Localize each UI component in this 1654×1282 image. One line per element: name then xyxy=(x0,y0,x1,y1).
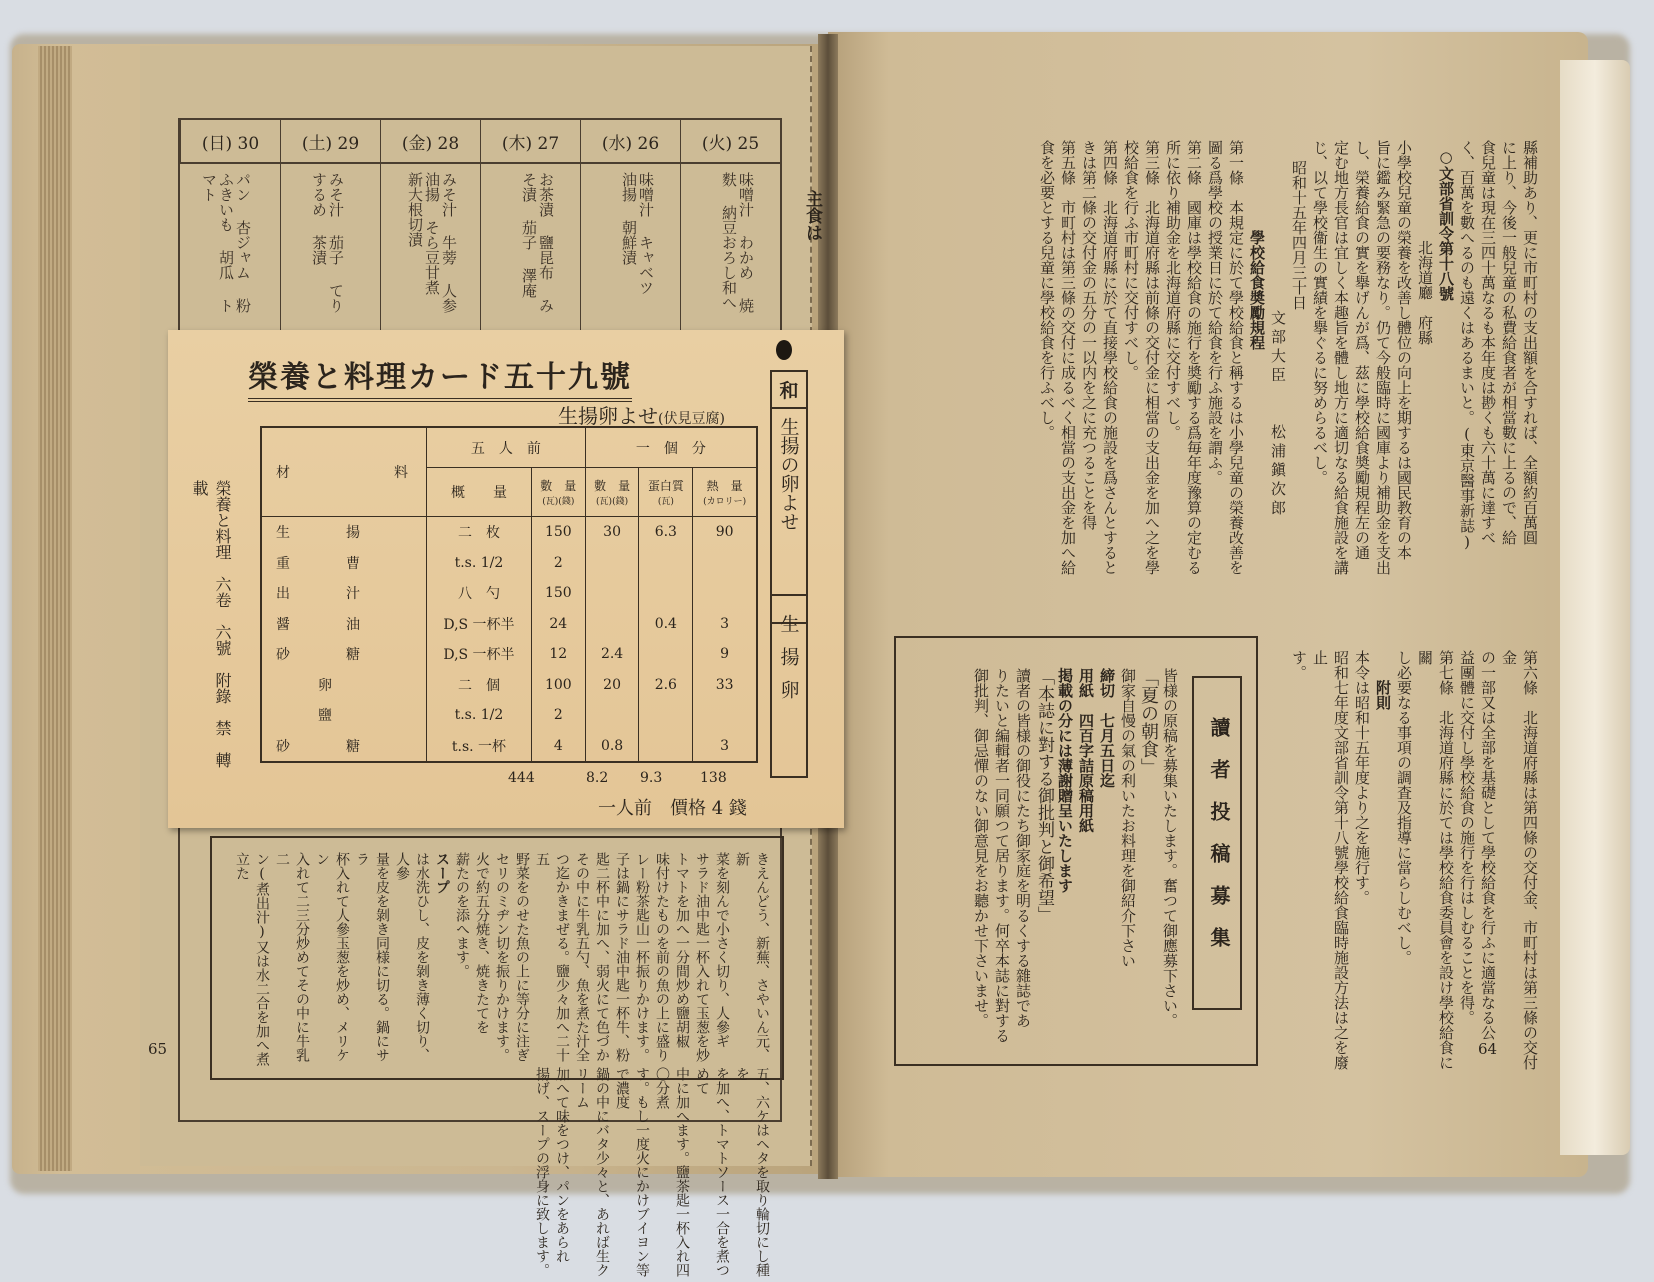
cell-qty: 24 xyxy=(531,609,585,639)
cell-prot xyxy=(639,548,693,578)
total-heat: 138 xyxy=(700,770,727,786)
notice-line: 定む地方長官は宜しく本趣旨を體し地方に適切なる給食施設を講 xyxy=(1332,140,1350,575)
cell-prot: 2.6 xyxy=(639,670,693,700)
cell-approx: D,S 一杯半 xyxy=(427,609,532,639)
schedule-menu: 味噌汁 キャベツ 油揚 朝鮮漬 xyxy=(620,172,655,295)
submission-theme: 「夏の朝食」 xyxy=(1138,668,1159,776)
schedule-menu: お茶漬 鹽昆布 みそ漬 茄子 澤庵 xyxy=(520,172,555,313)
right-lower-text xyxy=(1260,650,1540,1070)
cell-mat: 砂 糖 xyxy=(262,639,427,669)
article-line: 圖る爲學校の授業日に於て給食を行ふ施設を謂ふ。 xyxy=(1206,140,1224,485)
article-line: 校給食を行ふ市町村に交付すべし。 xyxy=(1122,140,1140,380)
article-line: 第七條 北海道府縣に於ては學校給食委員會を設け學校給食に關 xyxy=(1416,650,1455,1070)
reader-submission-box xyxy=(894,636,1258,1066)
submission-line: 讀者の皆様の御役にたち御家庭を明るくする雜誌であ xyxy=(1014,668,1032,1028)
recipe-line: 匙二杯中に加へ、弱火にて色づか xyxy=(594,852,610,1062)
cell-mat: 生 揚 xyxy=(262,516,427,547)
article-line: 益團體に交付し學校給食の施行を行はしむることを得。 xyxy=(1458,650,1476,1025)
article-line: 第四條 北海道府縣に於て直接學校給食の施設を爲さんとすると xyxy=(1101,140,1119,575)
total-protein: 9.3 xyxy=(640,770,663,786)
schedule-day: (土) 29 xyxy=(280,120,380,162)
submission-deadline: 締切 七月五日迄 xyxy=(1098,668,1116,788)
card-tag-bottom: 生揚卵 xyxy=(770,594,808,778)
intro-line: く、百萬を數へるのも遠くはあるまいと。(東京醫事新誌) xyxy=(1458,140,1476,551)
schedule-divider xyxy=(580,162,581,332)
cell-prot xyxy=(639,730,693,761)
recipe-line: セリのミヂン切を振りかけます。 xyxy=(494,852,510,1062)
rules-title: 學校給食奬勵規程 xyxy=(1248,230,1266,350)
price: 一人前 價格 4 錢 xyxy=(598,798,747,819)
submission-intro: 皆様の原稿を募集いたします。奮つて御應募下さい。 xyxy=(1161,668,1179,1028)
cell-heat: 3 xyxy=(720,737,730,754)
col-approx: 概 量 xyxy=(427,468,532,517)
cell-mat: 鹽 xyxy=(262,700,427,730)
page-number-right: 64 xyxy=(1478,1040,1498,1058)
left-page-edges xyxy=(38,46,72,1171)
article-line: の一部又は全部を基礎として學校給食を行ふに適當なる公 xyxy=(1479,650,1497,1040)
intro-line: 食兒童は現在三四十萬なるも本年度は尠くも六十萬に達すべ xyxy=(1479,140,1497,545)
recipe-line: 量を皮を剝き同様に切る。鍋にサラ xyxy=(354,852,390,1062)
schedule-side-header: 主食は xyxy=(802,190,822,241)
cell-heat xyxy=(693,578,756,608)
nutrition-row xyxy=(262,639,756,669)
card-side-note: 榮養と料理 六卷 六號 附錄 禁 轉 載 xyxy=(190,480,232,784)
col-qty: 數 量 (瓦)(錢) xyxy=(531,468,585,517)
cell-mat: 出 汁 xyxy=(262,578,427,608)
recipe-text-block xyxy=(210,836,784,1277)
submission-heading: 讀者投稿募集 xyxy=(1192,676,1242,1010)
recipe-line: 杯入れて人參玉葱を炒め、メリケン xyxy=(314,852,350,1062)
cell-approx: t.s. 1/2 xyxy=(427,700,532,730)
nutrition-rows xyxy=(262,516,756,761)
col-protein: 蛋白質 (瓦) xyxy=(639,468,693,517)
cell-q1 xyxy=(585,548,639,578)
recipe-line: 五、六ケはヘタを取り輪切にし種を xyxy=(734,1067,770,1277)
recipe-card xyxy=(168,330,844,828)
schedule-divider xyxy=(680,162,681,332)
cell-qty: 150 xyxy=(531,578,585,608)
recipe-line: 味付けたものを前の魚の上に盛り xyxy=(654,852,670,1062)
cell-heat: 90 xyxy=(715,524,734,541)
right-upper-text xyxy=(880,140,1540,610)
cell-prot xyxy=(639,639,693,669)
cell-approx: 二 個 xyxy=(427,670,532,700)
notice-line: 旨に鑑み緊急の要務なり。仍て今般臨時に國庫より補助金を支出 xyxy=(1374,140,1392,575)
recipe-line: 入れて二三分炒めてその中に牛乳二 xyxy=(274,852,310,1062)
schedule-divider xyxy=(480,162,481,332)
cell-qty: 150 xyxy=(531,516,585,547)
minister: 文部大臣 松浦鎭次郎 xyxy=(1269,310,1287,519)
right-page-edges xyxy=(1560,60,1630,1155)
recipe-line: つ迄かきまぜる。鹽少々加へ二十五 xyxy=(534,852,570,1062)
article-line: 所に依り補助金を北海道府縣に交付すべし。 xyxy=(1164,140,1182,440)
col-qty1: 數 量 (瓦)(錢) xyxy=(585,468,639,517)
cell-qty: 2 xyxy=(531,700,585,730)
submission-theme-desc: 御家自慢の氣の利いたお料理を御紹介下さい xyxy=(1119,668,1137,968)
cell-approx: 二 枚 xyxy=(427,516,532,547)
appendix-title: 附則 xyxy=(1374,680,1392,710)
schedule-divider xyxy=(280,162,281,332)
article-line: きは第二條の交付金の五分の一以内を之に充つることを得 xyxy=(1080,140,1098,530)
total-qty: 444 xyxy=(508,770,535,786)
schedule-header-row xyxy=(180,120,780,164)
nutrition-row xyxy=(262,670,756,700)
col-one-serving: 一 個 分 xyxy=(585,428,756,468)
article-line: 第六條 北海道府縣は第四條の交付金、市町村は第三條の交付金 xyxy=(1500,650,1539,1070)
cell-prot: 0.4 xyxy=(639,609,693,639)
schedule-divider xyxy=(380,162,381,332)
cell-mat: 卵 xyxy=(262,670,427,700)
schedule-menu: みそ汁 牛蒡 人参 油揚 そら豆甘煮 新大根切漬 xyxy=(406,172,458,313)
notice-date: 昭和十五年四月三十日 xyxy=(1290,160,1308,310)
cell-mat: 砂 糖 xyxy=(262,730,427,761)
cell-qty: 2 xyxy=(531,548,585,578)
notice-line: じ、以て學校衞生の實績を擧ぐるに努めらるべし。 xyxy=(1311,140,1329,485)
schedule-day: (火) 25 xyxy=(680,120,780,162)
card-title: 榮養と料理カード五十九號 xyxy=(248,352,632,402)
col-five-servings: 五 人 前 xyxy=(427,428,586,468)
intro-line: 縣補助あり、更に市町村の支出額を合すれば、全額約百萬圓 xyxy=(1521,140,1539,545)
nutrition-row xyxy=(262,578,756,608)
cell-approx: t.s. 一杯 xyxy=(427,730,532,761)
recipe-line: ン(煮出汁)又は水二合を加へ煮立た xyxy=(234,852,270,1066)
recipe-line: サラド油中匙一杯入れて玉葱を炒 xyxy=(694,852,710,1062)
recipe-line: トマトを加へ一分間炒め鹽胡椒 xyxy=(674,852,690,1048)
cell-q1 xyxy=(585,609,639,639)
recipe-line: 加へて味をつけ、パンをあられ xyxy=(554,1067,570,1263)
recipe-line: その中に牛乳五勺、魚を煮た汁全 xyxy=(574,852,590,1062)
cell-heat: 3 xyxy=(720,615,730,632)
cell-qty: 100 xyxy=(531,670,585,700)
nutrition-table xyxy=(260,426,758,763)
notice-line: し、榮養給食の實を擧げんが爲、茲に學校給食奬勵規程左の通 xyxy=(1353,140,1371,560)
cell-qty: 12 xyxy=(531,639,585,669)
submission-line: りたいと編輯者一同願つて居ります。何卒本誌に對する xyxy=(993,668,1011,1043)
schedule-menu: みそ汁 茄子 てりするめ 茶漬 xyxy=(310,172,345,313)
cell-mat: 重 曹 xyxy=(262,548,427,578)
cell-heat xyxy=(693,548,756,578)
article-line: 第一條 本規定に於て學校給食と稱するは小學兒童の榮養改善を xyxy=(1227,140,1245,575)
cell-heat xyxy=(693,700,756,730)
appendix-line: 本令は昭和十五年度より之を施行す。 xyxy=(1353,650,1371,905)
cell-q1: 2.4 xyxy=(585,639,639,669)
schedule-menu: 味噌汁 わかめ 焼麩 納豆おろし和へ xyxy=(720,172,755,313)
article-line: し必要なる事項の調査及指導に當らしむべし。 xyxy=(1395,650,1413,965)
cell-mat: 醤 油 xyxy=(262,609,427,639)
cell-q1: 30 xyxy=(585,516,639,547)
recipe-line: 鍋の中にバタ少々と、あれば生クリーム xyxy=(574,1067,610,1277)
cell-q1: 0.8 xyxy=(585,730,639,761)
nutrition-row xyxy=(262,700,756,730)
cell-prot xyxy=(639,700,693,730)
article-line: 食を必要とする兒童に學校給食を行ふべし。 xyxy=(1038,140,1056,440)
recipe-line: レー粉茶匙山一杯振りかけます。 xyxy=(634,852,650,1062)
schedule-day: (水) 26 xyxy=(580,120,680,162)
recipe-line: スープ xyxy=(434,852,450,894)
notice-line: 小學校兒童の榮養を改善し體位の向上を期するは國民教育の本 xyxy=(1395,140,1413,560)
total-one: 8.2 xyxy=(586,770,609,786)
schedule-day: (金) 28 xyxy=(380,120,480,162)
schedule-day: (日) 30 xyxy=(180,120,280,162)
notice-title: ○文部省訓令第十八號 xyxy=(1437,148,1455,301)
recipe-line: 子は鍋にサラド油中匙一杯牛、粉 xyxy=(614,852,630,1062)
nutrition-row xyxy=(262,548,756,578)
cell-heat: 33 xyxy=(715,676,734,693)
cell-q1: 20 xyxy=(585,670,639,700)
cell-approx: D,S 一杯半 xyxy=(427,639,532,669)
recipe-line: 火で約五分焼き、焼きたてを xyxy=(474,852,490,1034)
schedule-menu: パン 杏ジャム 粉ふきいも 胡瓜 トマト xyxy=(200,172,252,313)
cell-approx: t.s. 1/2 xyxy=(427,548,532,578)
recipe-line: きえんどう、新蕪、さやいん元、新 xyxy=(734,852,770,1062)
schedule-day: (木) 27 xyxy=(480,120,580,162)
recipe-line: を加へ、トマトソース一合を煮つめて xyxy=(694,1067,730,1277)
dish-name: 生揚卵よせ(伏見豆腐) xyxy=(558,404,725,428)
article-line: 第三條 北海道府縣は前條の交付金に相當の支出金を加へ之を學 xyxy=(1143,140,1161,575)
submission-second: 「本誌に對する御批判と御希望」 xyxy=(1034,668,1054,923)
submission-text xyxy=(910,668,1180,1048)
article-line: 第五條 市町村は第三條の交付に成るべく相當の支出金を加へ給 xyxy=(1059,140,1077,575)
cell-q1 xyxy=(585,578,639,608)
nutrition-row xyxy=(262,516,756,547)
punch-hole xyxy=(776,340,792,360)
appendix-line: す。 xyxy=(1290,650,1308,680)
submission-line: 御批判、御忌憚のない御意見をお聽かせ下さいませ。 xyxy=(972,668,990,1028)
article-line: 第二條 國庫は學校給食の施行を奬勵する爲毎年度豫算の定むる xyxy=(1185,140,1203,575)
cell-qty: 4 xyxy=(531,730,585,761)
col-heat: 熱 量 (カロリー) xyxy=(693,468,756,517)
recipe-line: 中に加へます。鹽茶匙一杯入れ四〇分煮 xyxy=(654,1067,690,1277)
cell-q1 xyxy=(585,700,639,730)
appendix-line: 昭和七年度文部省訓令第十八號學校給食臨時施設方法は之を廢止 xyxy=(1311,650,1350,1070)
cell-heat: 9 xyxy=(720,646,730,663)
recipe-line: は水洗ひし、皮を剝き薄く切り、人參 xyxy=(394,852,430,1062)
cell-prot xyxy=(639,578,693,608)
recipe-lines xyxy=(222,852,772,1277)
cell-prot: 6.3 xyxy=(639,516,693,547)
recipe-line: 薪たのを添へます。 xyxy=(454,852,470,978)
nutrition-row xyxy=(262,609,756,639)
page-number-left: 65 xyxy=(148,1040,168,1058)
nutrition-row xyxy=(262,730,756,761)
recipe-line: 野菜をのせた魚の上に等分に注ぎ xyxy=(514,852,530,1062)
cell-approx: 八 勺 xyxy=(427,578,532,608)
col-material: 材 料 xyxy=(262,428,427,516)
recipe-line: 揚げ、スープの浮身に致します。 xyxy=(534,1067,550,1277)
recipe-line: す。もし一度火にかけブイヨン等で濃度 xyxy=(614,1067,650,1277)
intro-line: に上り、今後一般兒童の私費給食者が相當數に上るので、給 xyxy=(1500,140,1518,545)
submission-reward: 掲載の分には薄謝贈呈いたします xyxy=(1056,668,1074,893)
submission-paper: 用紙 四百字詰原稿用紙 xyxy=(1077,668,1095,833)
recipe-line: 菜を刻んで小さく切り、人參ギ xyxy=(714,852,730,1048)
card-tag-top: 和 生揚の卵よせ xyxy=(770,370,808,624)
notice-office: 北海道廳 府縣 xyxy=(1416,240,1434,345)
